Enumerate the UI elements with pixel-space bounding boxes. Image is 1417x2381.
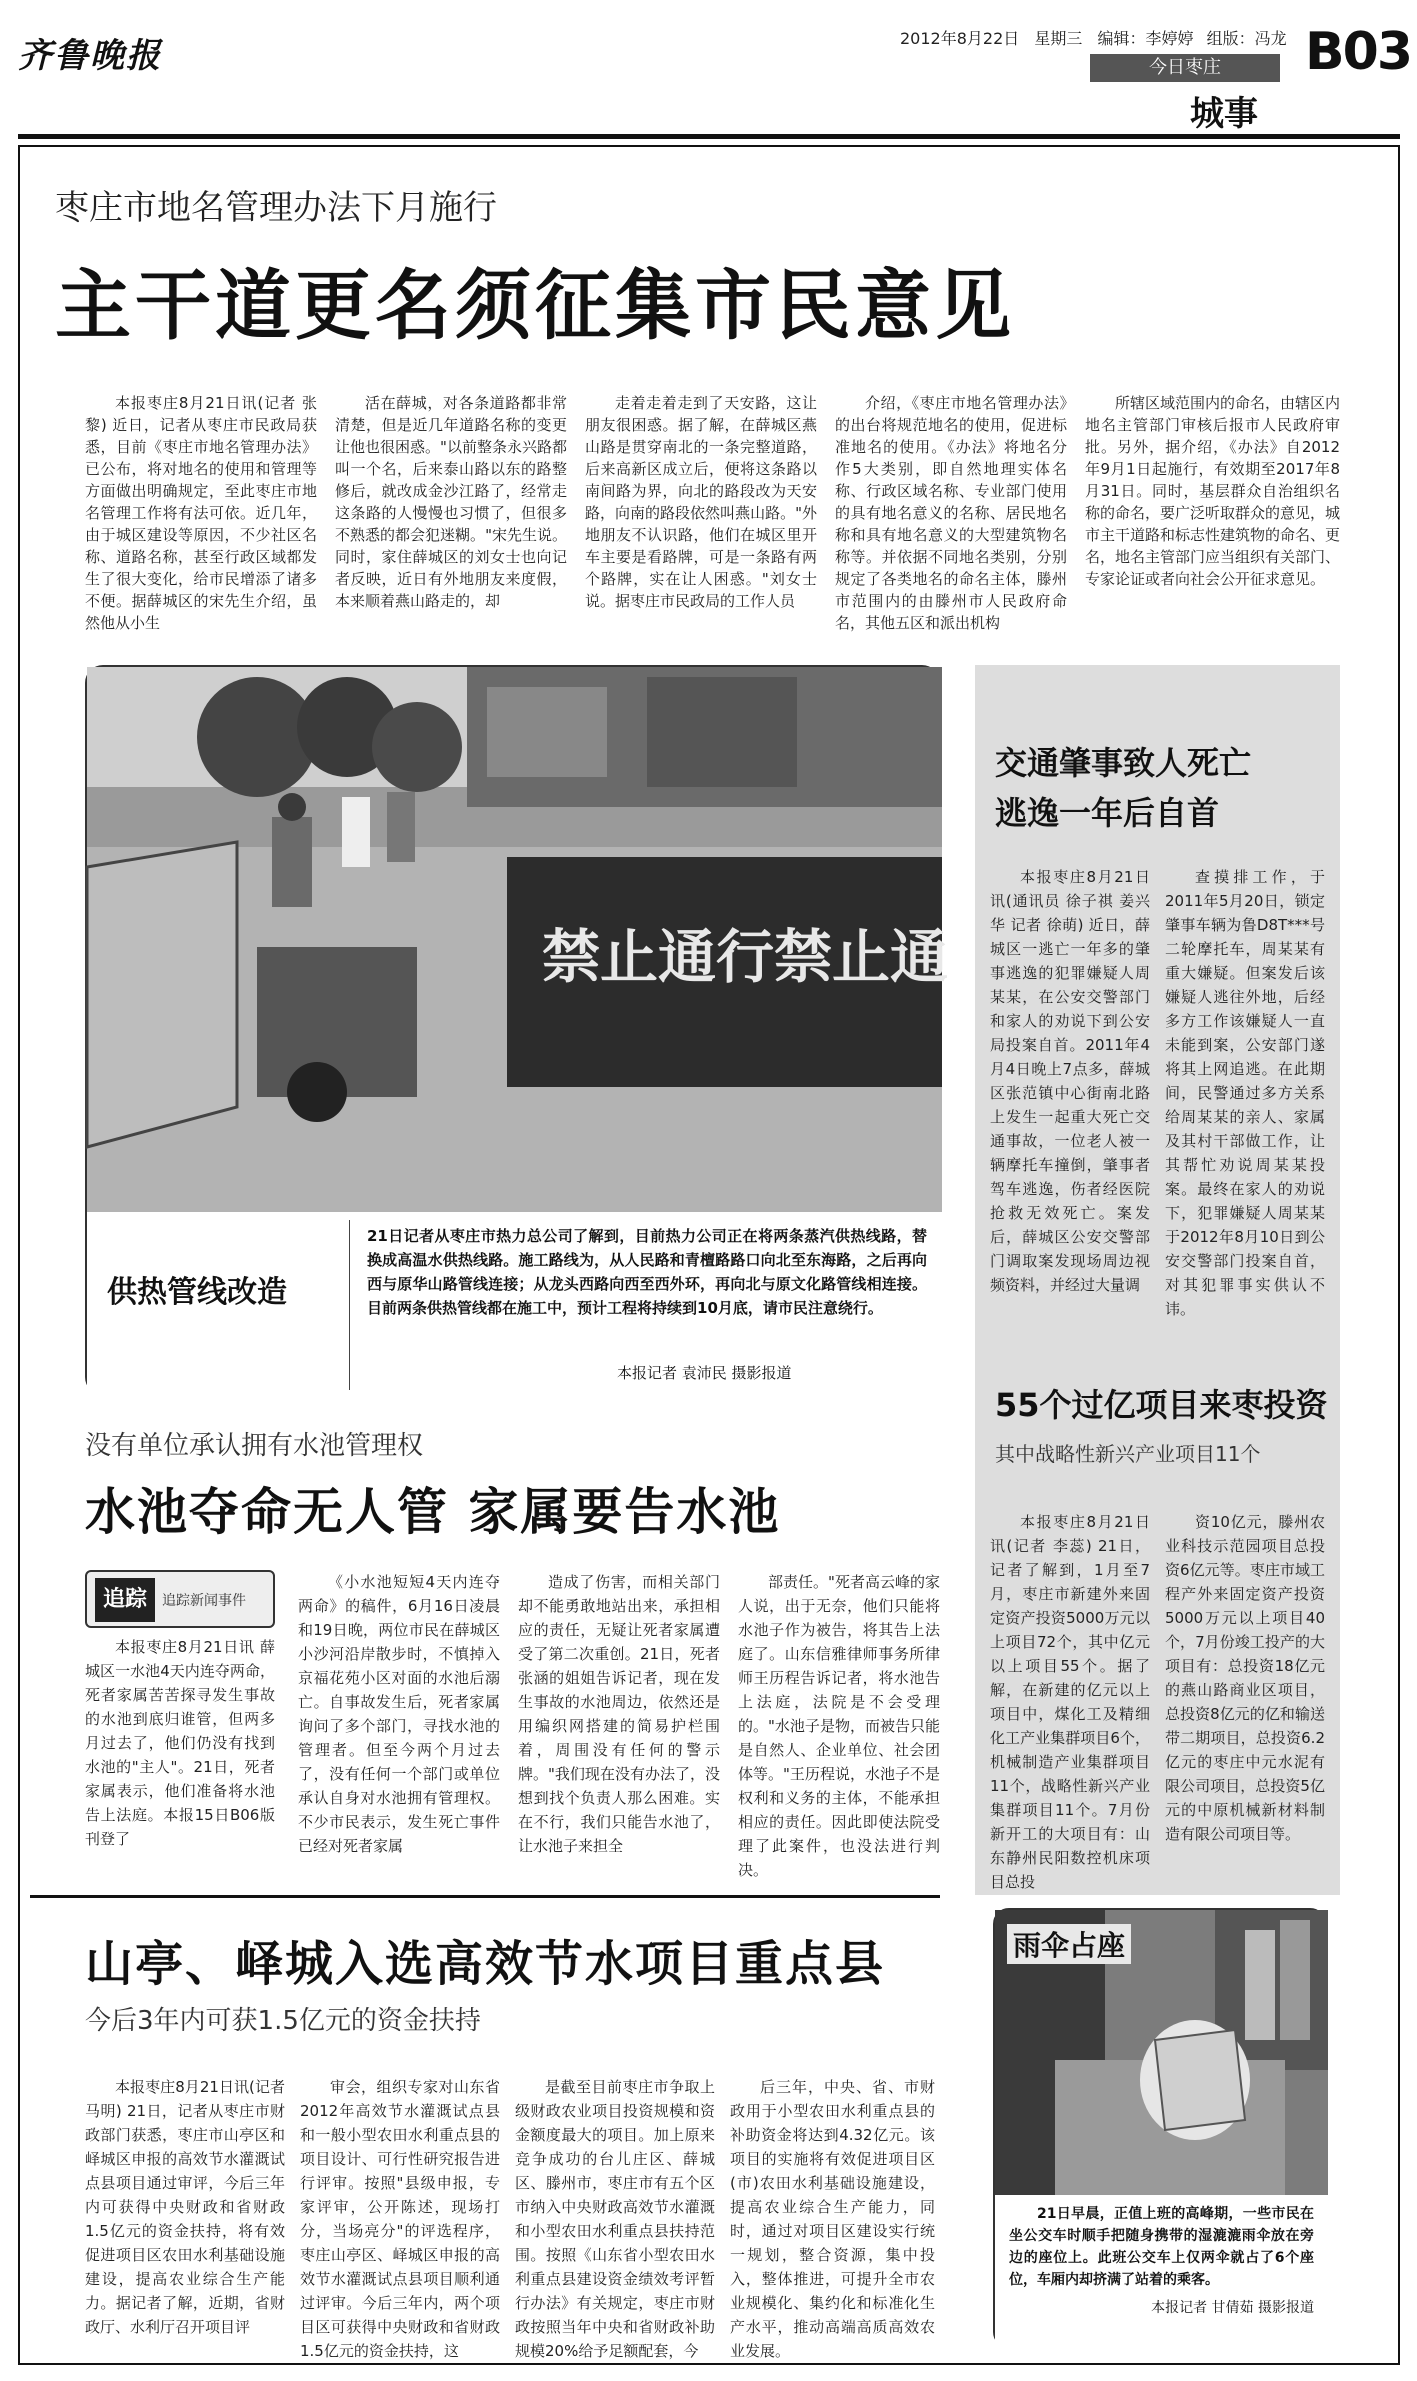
article1-title: 主干道更名须征集市民意见 [55,261,1015,350]
water-kicker: 没有单位承认拥有水池管理权 [85,1431,424,1461]
photo2-title: 雨伞占座 [1007,1924,1131,1964]
photo2-byline: 本报记者 甘倩茹 摄影报道 [1151,2300,1314,2316]
header-editor: 编辑：李婷婷 [1097,29,1194,48]
watersave-col-2: 审会，组织专家对山东省2012年高效节水灌溉试点县和一般小型农田水利重点县的项目设计、可行性研究报告进行评审。按照"县级申报，专家评审，公开陈述，现场打分，当场亮分"的评选程序，枣庄山亭区、峄城区申报的高效节水灌溉试点县项目顺利通过评审。今后三年内，两个项目区可获得中央财政和省财政1.5亿元的资金扶持，这 [300,2078,500,2360]
projects-title: 55个过亿项目来枣投资 [995,1386,1328,1424]
article1-col-4: 介绍，《枣庄市地名管理办法》的出台将规范地名的使用，促进标准地名的使用。《办法》将地名分作5大类别，即自然地理实体名称、行政区域名称、专业部门使用的具有地名意义的名称、居民地名称和具有地名意义的大型建筑物名称等。并依据不同地名类别，分别规定了各类地名的命名主体，滕州市范围内的由滕州市人民政府命名，其他五区和派出机构 [835,394,1067,632]
article1-col-2: 活在薛城，对各条道路都非常清楚，但是近几年道路名称的变更让他也很困惑。"以前整条永兴路都叫一个名，后来泰山路以东的路整修后，就改成金沙江路了，经常走这条路的人慢慢也习惯了，但很多不熟悉的都会犯迷糊。"宋先生说。同时，家住薛城区的刘女士也向记者反映，近日有外地朋友来度假，本来顺着燕山路走的，却 [335,394,567,610]
projects-col-2: 资10亿元，滕州农业科技示范园项目总投资6亿元等。枣庄市域工程产外来固定资产投资5000万元以上项目40个，7月份竣工投产的大项目有：总投资18亿元的燕山路商业区项目，总投资8亿元的亿和输送带二期项目，总投资6.2亿元的枣庄中元水泥有限公司项目，总投资5亿元的中原机械新材料制造有限公司项目等。 [1165,1513,1325,1843]
article1-col-5: 所辖区域范围内的命名，由辖区内地名主管部门审核后报市人民政府审批。另外，据介绍，《办法》自2012年9月1日起施行，有效期至2017年8月31日。同时，基层群众自治组织名称的命名，要广泛听取群众的意见，城市主干道路和标志性建筑物的命名、更名，地名主管部门应当组织有关部门、专家论证或者向社会公开征求意见。 [1085,394,1341,588]
header-date: 2012年8月22日 [900,29,1020,48]
water-title: 水池夺命无人管 家属要告水池 [85,1483,781,1541]
photo1-byline: 本报记者 袁沛民 摄影报道 [617,1364,792,1382]
masthead: 齐鲁晚报 [18,36,162,76]
watersave-subtitle: 今后3年内可获1.5亿元的资金扶持 [85,2006,481,2036]
article1-col-3: 走着走着走到了天安路，这让朋友很困惑。据了解，在薛城区燕山路是贯穿南北的一条完整道路，后来高新区成立后，便将这条路以南间路为界，向北的路段改为天安路，向南的路段依然叫燕山路。"外地朋友不认识路，他们在城区里开车主要是看路牌，可是一条路有两个路牌，实在让人困惑。"刘女士说。据枣庄市民政局的工作人员 [585,394,817,610]
tracking-logo-mark: 追踪 [95,1578,155,1622]
tracking-logo [85,1570,275,1628]
photo1-title: 供热管线改造 [107,1275,287,1310]
article1-col-1: 本报枣庄8月21日讯(记者 张黎) 近日，记者从枣庄市民政局获悉，目前《枣庄市地名管理办法》已公布，将对地名的使用和管理等方面做出明确规定，至此枣庄市地名管理工作将有法可依。近几年，由于城区建设等原因，不少社区名称、道路名称，甚至行政区域都发生了很大变化，给市民增添了诸多不便。据薛城区的宋先生介绍，虽然他从小生 [85,394,317,632]
projects-col-1: 本报枣庄8月21日讯(记者 李蕊) 21日，记者了解到，1月至7月，枣庄市新建外来固定资产投资5000万元以上项目72个，其中亿元以上项目55个。据了解，在新建的亿元以上项目中，煤化工及精细化工产业集群项目6个，机械制造产业集群项目11个，战略性新兴产业集群项目11个。7月份新开工的大项目有：山东静州民阳数控机床项目总投 [990,1513,1150,1891]
header-weekday: 星期三 [1034,29,1083,48]
traffic-title-1: 交通肇事致人死亡 [995,744,1252,782]
watersave-col-3: 是截至目前枣庄市争取上级财政农业项目投资规模和资金额度最大的项目。加上原来竞争成功的台儿庄区、薛城区、滕州市，枣庄市有五个区市纳入中央财政高效节水灌溉和小型农田水利重点县扶持范围。按照《山东省小型农田水利重点县建设资金绩效考评暂行办法》有关规定，枣庄市财政按照当年中央和省财政补助规模20%给予足额配套，今 [515,2078,715,2360]
no-entry-sign: 禁止通行禁止通 [542,923,949,991]
photo-heating-pipeline [85,665,949,1395]
watersave-col-4: 后三年，中央、省、市财政用于小型农田水利重点县的补助资金将达到4.32亿元。该项目的实施将有效促进项目区(市)农田水利基础设施建设，提高农业综合生产能力，同时，通过对项目区建设实行统一规划，整合资源，集中投入，整体推进，可提升全市农业规模化、集约化和标准化生产水平，推动高端高质高效农业发展。 [730,2078,935,2360]
traffic-title-2: 逃逸一年后自首 [995,794,1220,832]
water-col-3: 造成了伤害，而相关部门却不能勇敢地站出来，承担相应的责任，无疑让死者家属遭受了第二次重创。21日，死者张涵的姐姐告诉记者，现在发生事故的水池周边，依然还是用编织网搭建的简易护栏围着，周围没有任何的警示牌。"我们现在没有办法了，没想到找个负责人那么困难。实在不行，我们只能告水池了，让水池子来担全 [518,1573,720,1855]
section-label: 今日枣庄 [1090,54,1280,82]
header-rule [18,134,1400,139]
construction-photo [87,667,949,1212]
water-col-4: 部责任。"死者高云峰的家人说，出于无奈，他们只能将水池子作为被告，将其告上法庭了。山东信雅律师事务所律师王历程告诉记者，将水池告上法庭，法院是不会受理的。"水池子是物，而被告只能是自然人、企业单位、社会团体等。"王历程说，水池子不是权利和义务的主体，不能承担相应的责任。因此即使法院受理了此案件，也没法进行判决。 [738,1573,940,1879]
header-info [900,26,1287,49]
traffic-col-1: 本报枣庄8月21日讯(通讯员 徐子祺 姜兴华 记者 徐萌) 近日，薛城区一逃亡一年多的肇事逃逸的犯罪嫌疑人周某某，在公安交警部门和家人的劝说下到公安局投案自首。2011年4月4日晚上7点多，薛城区张范镇中心街南北路上发生一起重大死亡交通事故，一位老人被一辆摩托车撞倒，肇事者驾车逃逸，伤者经医院抢救无效死亡。案发后，薛城区公安交警部门调取案发现场周边视频资料，并经过大量调 [990,868,1150,1294]
section-name: 城事 [1190,94,1258,134]
water-col-2: 《小水池短短4天内连夺两命》的稿件，6月16日凌晨和19日晚，两位市民在薛城区小沙河沿岸散步时，不慎掉入京福花苑小区对面的水池后溺亡。自事故发生后，死者家属询问了多个部门，寻找水池的管理者。但至今两个月过去了，没有任何一个部门或单位承认自身对水池拥有管理权。不少市民表示，发生死亡事件已经对死者家属 [298,1573,500,1855]
photo1-caption: 21日记者从枣庄市热力总公司了解到，目前热力公司正在将两条蒸汽供热线路，替换成高温水供热线路。施工路线为，从人民路和青檀路路口向北至东海路，之后再向西与原华山路管线连接；从龙头西路向西至西外环，再向北与原文化路管线相连接。目前两条供热管线都在施工中，预计工程将持续到10月底，请市民注意绕行。 [367,1227,927,1317]
tracking-logo-text: 追踪新闻事件 [162,1593,246,1609]
watersave-title: 山亭、峄城入选高效节水项目重点县 [85,1936,886,1992]
photo2-caption: 21日早晨，正值上班的高峰期，一些市民在坐公交车时顺手把随身携带的湿漉漉雨伞放在旁边的座位上。此班公交车上仅两伞就占了6个座位，车厢内却挤满了站着的乘客。 [1009,2206,1314,2288]
page-number: B03 [1305,22,1411,82]
traffic-col-2: 查摸排工作，于2011年5月20日，锁定肇事车辆为鲁D8T***号二轮摩托车，周某某有重大嫌疑。但案发后该嫌疑人逃往外地，后经多方工作该嫌疑人一直未能到案，公安部门遂将其上网追逃。在此期间，民警通过多方关系给周某某的亲人、家属及其村干部做工作，让其帮忙劝说周某某投案。最终在家人的劝说下，犯罪嫌疑人周某某于2012年8月10日到公安交警部门投案自首，对其犯罪事实供认不讳。 [1165,868,1325,1318]
water-col-1: 本报枣庄8月21日讯 薛城区一水池4天内连夺两命，死者家属苦苦探寻发生事故的水池到底归谁管，但两多月过去了，他们仍没有找到水池的"主人"。21日，死者家属表示，他们准备将水池告上法庭。本报15日B06版刊登了 [85,1638,275,1848]
section-divider [30,1895,940,1898]
article1-kicker: 枣庄市地名管理办法下月施行 [55,188,497,228]
projects-subtitle: 其中战略性新兴产业项目11个 [995,1442,1261,1466]
header-layout: 组版：冯龙 [1206,29,1287,48]
watersave-col-1: 本报枣庄8月21日讯(记者 马明) 21日，记者从枣庄市财政部门获悉，枣庄市山亭区和峄城区申报的高效节水灌溉试点县项目通过审评，今后三年内可获得中央财政和省财政1.5亿元的资金扶持，将有效促进项目区农田水利基础设施建设，提高农业综合生产能力。据记者了解，近期，省财政厅、水利厅召开项目评 [85,2078,285,2336]
photo-umbrella [993,1908,1326,2348]
